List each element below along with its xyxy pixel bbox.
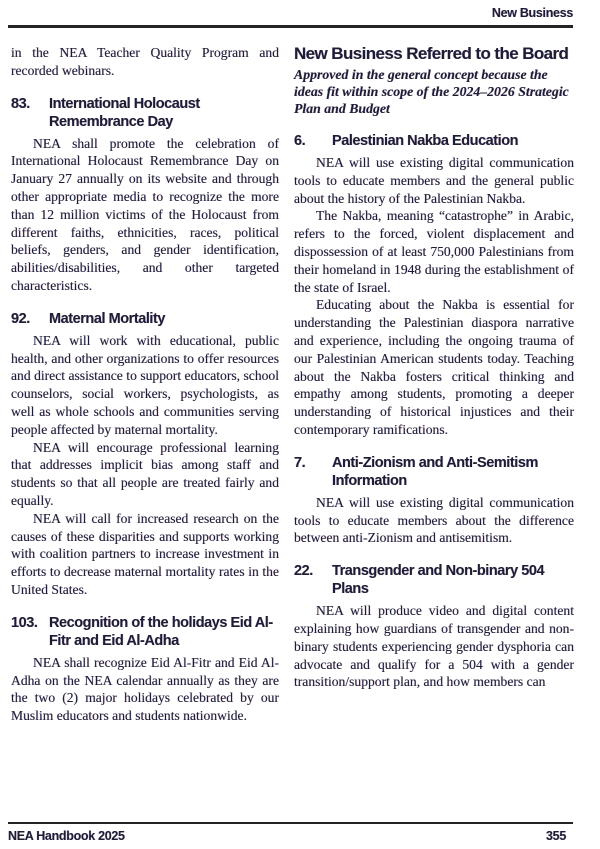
page-footer	[8, 822, 573, 844]
section-6	[294, 132, 574, 439]
paragraph: NEA will encourage professional learning that addresses implicit bias among staff and students so that all people are treated fairly and equally.	[11, 439, 279, 508]
section-83	[11, 95, 279, 295]
board-section-heading: New Business Referred to the Board	[294, 44, 569, 63]
section-title: Anti-Zionism and Anti-Semitism Information	[332, 454, 538, 489]
right-column	[294, 44, 574, 725]
two-column-body	[11, 44, 574, 725]
section-heading	[11, 614, 279, 650]
paragraph: NEA shall recognize Eid Al-Fitr and Eid Al-Adha on the NEA calendar annually as they are the two (2) major holidays celebrated by our Muslim educators and students nationwide.	[11, 654, 279, 724]
footer-page-number: 355	[546, 829, 566, 844]
board-approval-note: Approved in the general concept because the ideas fit within scope of the 2024–2026 Strategic Plan and Budget	[294, 67, 569, 116]
left-column	[11, 44, 279, 725]
section-title: Recognition of the holidays Eid Al-Fitr and Eid Al-Adha	[49, 614, 273, 649]
paragraph: The Nakba, meaning “catastrophe” in Arabic, refers to the forced, violent displacement and dispossession of at least 750,000 Palestinians from their homeland in 1948 during the establishment of the state of Israel.	[294, 208, 574, 295]
footer-rule	[8, 822, 573, 825]
paragraph: Educating about the Nakba is essential for understanding the Palestinian diaspora narrative and experience, including the ongoing trauma of our Palestinian American students today. Teaching about the Nakba fosters critical thinking and empathy among students, promoting a deeper understanding of historical injustices and their contemporary ramifications.	[294, 297, 574, 437]
section-number: 92.	[11, 310, 30, 327]
section-title: Palestinian Nakba Education	[332, 133, 519, 149]
section-number: 22.	[294, 563, 313, 580]
section-22	[294, 562, 574, 691]
section-7	[294, 454, 574, 547]
footer-row	[8, 830, 573, 844]
running-header: New Business	[491, 6, 573, 20]
section-number: 103.	[11, 614, 38, 631]
paragraph: NEA will use existing digital communication tools to educate members about the difference between anti-Zionism and antisemitism.	[294, 494, 574, 546]
paragraph: NEA will call for increased research on the causes of these disparities and supports working with coalition partners to increase investment in efforts to decrease maternal mortality rates in the United States.	[11, 510, 279, 597]
section-92	[11, 310, 279, 599]
continuation-paragraph: in the NEA Teacher Quality Program and recorded webinars.	[11, 45, 279, 78]
section-heading	[294, 562, 574, 598]
section-heading	[294, 454, 574, 490]
section-number: 6.	[294, 133, 306, 149]
section-number: 7.	[294, 454, 306, 471]
paragraph: NEA will work with educational, public health, and other organizations to offer resources and direct assistance to support educators, school counselors, social workers, psychologists, as well as whole schools and communities serving people affected by maternal mortality.	[11, 332, 279, 437]
section-heading	[11, 95, 279, 131]
header-rule	[8, 25, 573, 28]
section-heading	[11, 310, 279, 328]
section-title: International Holocaust Remembrance Day	[49, 95, 200, 130]
paragraph: NEA will produce video and digital content explaining how guardians of transgender and non-binary students experiencing gender dysphoria can advocate and qualify for a 504 with a gender transition/support plan, and how members can	[294, 603, 574, 690]
section-103	[11, 614, 279, 725]
paragraph: NEA shall promote the celebration of International Holocaust Remembrance Day on January 27 annually on its website and through other appropriate media to recognize the more than 12 million victims of the Holocaust from different faiths, ethnicities, races, political beliefs, genders, and gender identification, abilities/disabilities, and other targeted characteristics.	[11, 135, 279, 293]
section-title: Maternal Mortality	[49, 310, 165, 327]
section-title: Transgender and Non-binary 504 Plans	[332, 563, 545, 598]
section-number: 83.	[11, 95, 30, 112]
footer-book-title: NEA Handbook 2025	[8, 829, 125, 844]
section-heading	[294, 132, 574, 150]
paragraph: NEA will use existing digital communication tools to educate members and the general public about the history of the Palestinian Nakba.	[294, 155, 574, 206]
